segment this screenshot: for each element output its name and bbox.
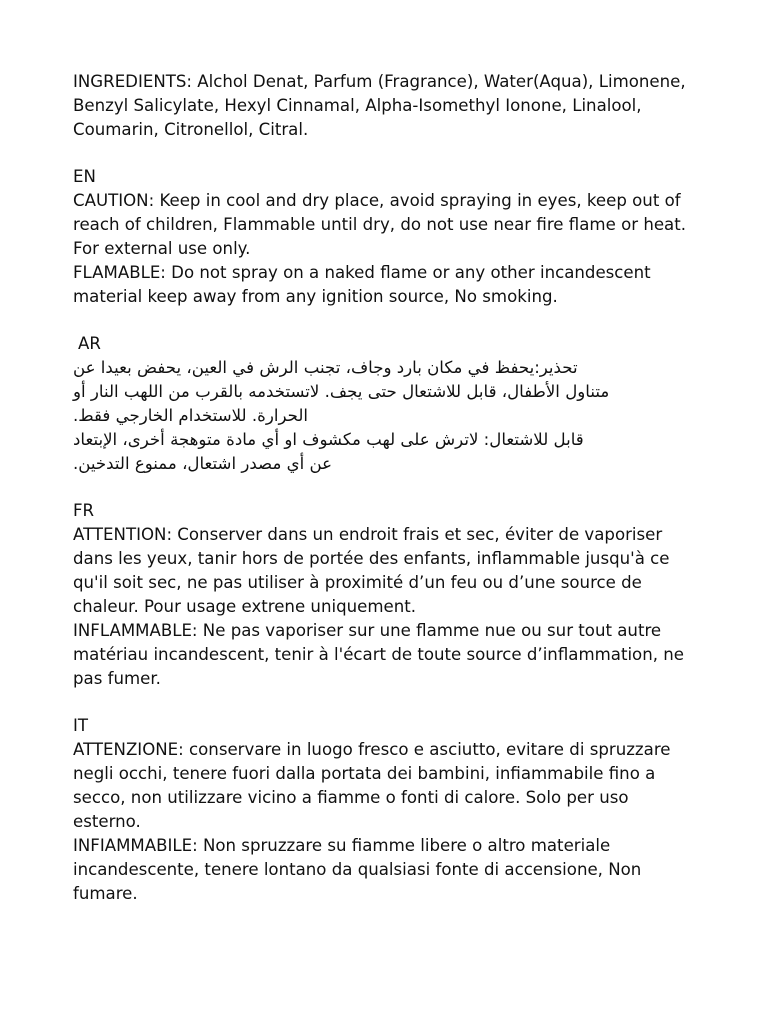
it-line: incandescente, tenere lontano da qualsiasi fonte di accensione, Non xyxy=(73,860,642,879)
en-line: material keep away from any ignition source, No smoking. xyxy=(73,287,558,306)
ingredients-line: Benzyl Salicylate, Hexyl Cinnamal, Alpha-Isomethyl Ionone, Linalool, xyxy=(73,96,642,115)
ingredients-block xyxy=(73,70,703,142)
fr-line: ATTENTION: Conserver dans un endroit frais et sec, éviter de vaporiser xyxy=(73,525,663,544)
language-tag-en: EN xyxy=(73,167,96,186)
it-line: secco, non utilizzare vicino a fiamme o fonti di calore. Solo per uso xyxy=(73,788,629,807)
language-tag-ar: AR xyxy=(78,334,101,353)
language-tag-it: IT xyxy=(73,716,89,735)
ar-line: متناول الأطفال، قابل للاشتعال حتى يجف. لاتستخدمه بالقرب من اللهب النار أو xyxy=(73,382,610,401)
language-tag-fr: FR xyxy=(73,501,95,520)
ingredients-line: Coumarin, Citronellol, Citral. xyxy=(73,120,309,139)
it-line: negli occhi, tenere fuori dalla portata dei bambini, infiammabile fino a xyxy=(73,764,656,783)
ar-line: تحذير:يحفظ في مكان بارد وجاف، تجنب الرش في العين، يحفض بعيدا عن xyxy=(73,358,578,377)
it-line: fumare. xyxy=(73,884,138,903)
en-line: FLAMABLE: Do not spray on a naked flame or any other incandescent xyxy=(73,263,651,282)
fr-line: pas fumer. xyxy=(73,669,161,688)
en-line: CAUTION: Keep in cool and dry place, avoid spraying in eyes, keep out of xyxy=(73,191,681,210)
en-line: For external use only. xyxy=(73,239,251,258)
section-it xyxy=(73,714,703,906)
it-line: esterno. xyxy=(73,812,141,831)
en-line: reach of children, Flammable until dry, do not use near fire flame or heat. xyxy=(73,215,686,234)
section-spacer xyxy=(73,142,703,165)
it-line: INFIAMMABILE: Non spruzzare su fiamme libere o altro materiale xyxy=(73,836,611,855)
section-spacer xyxy=(73,691,703,714)
fr-line: INFLAMMABLE: Ne pas vaporiser sur une flamme nue ou sur tout autre xyxy=(73,621,662,640)
label-text xyxy=(73,70,703,906)
section-spacer xyxy=(73,309,703,332)
section-spacer xyxy=(73,476,703,499)
ar-line: عن أي مصدر اشتعال، ممنوع التدخين. xyxy=(73,454,333,473)
fr-line: matériau incandescent, tenir à l'écart de toute source d’inflammation, ne xyxy=(73,645,685,664)
fr-line: chaleur. Pour usage extrene uniquement. xyxy=(73,597,417,616)
ar-line: الحرارة. للاستخدام الخارجي فقط. xyxy=(73,406,309,425)
it-line: ATTENZIONE: conservare in luogo fresco e asciutto, evitare di spruzzare xyxy=(73,740,671,759)
section-fr xyxy=(73,499,703,691)
section-ar xyxy=(73,332,703,476)
fr-line: dans les yeux, tanir hors de portée des enfants, inflammable jusqu'à ce xyxy=(73,549,670,568)
section-en xyxy=(73,165,703,309)
fr-line: qu'il soit sec, ne pas utiliser à proximité d’un feu ou d’une source de xyxy=(73,573,642,592)
ar-line: قابل للاشتعال: لاترش على لهب مكشوف او أي مادة متوهجة أخرى، الإبتعاد xyxy=(73,430,584,449)
ingredients-line: INGREDIENTS: Alchol Denat, Parfum (Fragrance), Water(Aqua), Limonene, xyxy=(73,72,686,91)
